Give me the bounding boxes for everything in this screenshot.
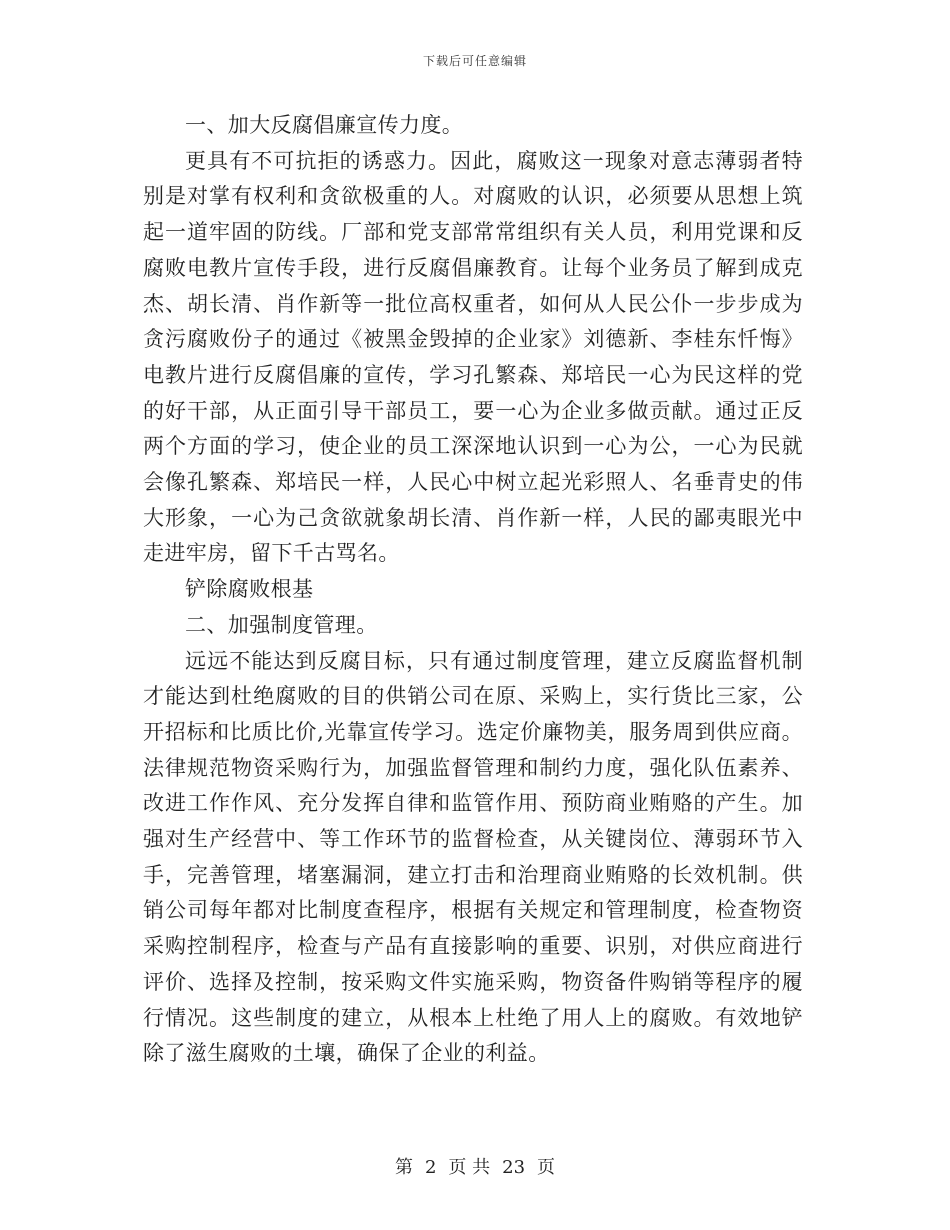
body-paragraph-2: 远远不能达到反腐目标，只有通过制度管理，建立反腐监督机制才能达到杜绝腐败的目的供销公司在原、采购上，实行货比三家，公开招标和比质比价,光靠宣传学习。选定价廉物美，服务周到供应商。法律规范物资采购行为，加强监督管理和制约力度，强化队伍素养、改进工作作风、充分发挥自律和监管作用、预防商业贿赂的产生。加强对生产经营中、等工作环节的监督检查，从关键岗位、薄弱环节入手，完善管理，堵塞漏洞，建立打击和治理商业贿赂的长效机制。供销公司每年都对比制度查程序，根据有关规定和管理制度，检查物资采购控制程序，检查与产品有直接影响的重要、识别，对供应商进行评价、选择及控制，按采购文件实施采购，物资备件购销等程序的履行情况。这些制度的建立，从根本上杜绝了用人上的腐败。有效地铲除了滋生腐败的土壤，确保了企业的利益。 — [143, 648, 803, 1066]
footer-prefix: 第 — [394, 1157, 413, 1178]
section-heading-1: 一、加大反腐倡廉宣传力度。 — [185, 113, 464, 137]
subheading: 铲除腐败根基 — [185, 577, 314, 602]
document-body — [143, 108, 803, 1072]
section-heading-2: 二、加强制度管理。 — [185, 612, 378, 637]
footer-total-pages: 23 — [502, 1157, 526, 1178]
body-paragraph-1: 更具有不可抗拒的诱惑力。因此，腐败这一现象对意志薄弱者特别是对掌有权利和贪欲极重的人。对腐败的认识，必须要从思想上筑起一道牢固的防线。厂部和党支部常常组织有关人员，利用党课和反腐败电教片宣传手段，进行反腐倡廉教育。让每个业务员了解到成克杰、胡长清、肖作新等一批位高权重者，如何从人民公仆一步步成为贪污腐败份子的通过《被黑金毁掉的企业家》刘德新、李桂东忏悔》电教片进行反腐倡廉的宣传，学习孔繁森、郑培民一心为民这样的党的好干部，从正面引导干部员工，要一心为企业多做贡献。通过正反两个方面的学习，使企业的员工深深地认识到一心为公，一心为民就会像孔繁森、郑培民一样，人民心中树立起光彩照人、名垂青史的伟大形象，一心为己贪欲就象胡长清、肖作新一样，人民的鄙夷眼光中走进牢房，留下千古骂名。 — [143, 148, 803, 566]
footer-middle: 页 共 — [448, 1157, 491, 1178]
page-header-note: 下载后可任意编辑 — [422, 54, 527, 68]
footer-suffix: 页 — [537, 1157, 556, 1178]
footer-page-number: 2 — [424, 1157, 437, 1178]
page-footer — [0, 1153, 950, 1179]
